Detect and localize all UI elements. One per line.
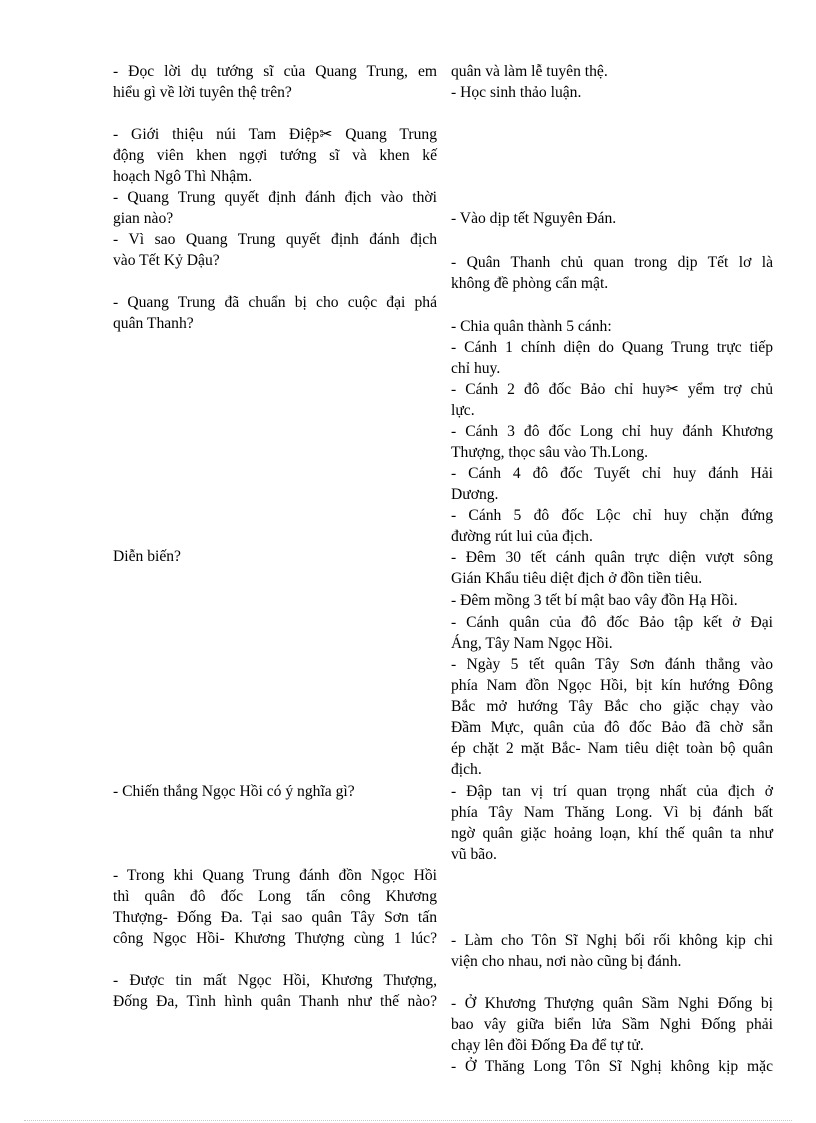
text-line: ép chặt 2 mặt Bắc- Nam tiêu diệt toàn bộ quân — [451, 740, 773, 757]
text-line: đường rút lui của địch. — [451, 528, 593, 545]
text-line: - Đêm 30 tết cánh quân trực diện vượt sông — [451, 549, 773, 566]
text-line: bao vây giữa biển lửa Sầm Nghi Đống phải — [451, 1016, 773, 1033]
text-line: - Vào dịp tết Nguyên Đán. — [451, 210, 617, 227]
text-line: - Ở Khương Thượng quân Sầm Nghi Đống bị — [451, 995, 773, 1012]
text-line: - Vì sao Quang Trung quyết định đánh địch — [113, 231, 437, 248]
text-line: ngờ quân giặc hoảng loạn, khí thế quân ta như — [451, 825, 773, 842]
text-line: động viên khen ngợi tướng sĩ và khen kế — [113, 147, 437, 164]
text-line: Thượng, thọc sâu vào Th.Long. — [451, 444, 649, 461]
text-line: thì quân đô đốc Long tấn công Khương — [113, 888, 437, 905]
text-line: - Đọc lời dụ tướng sĩ của Quang Trung, em — [113, 63, 437, 80]
text-line: - Giới thiệu núi Tam Điệp✂ Quang Trung — [113, 126, 437, 143]
text-line: - Cánh 3 đô đốc Long chỉ huy đánh Khương — [451, 423, 773, 440]
text-line: - Quân Thanh chủ quan trong dịp Tết lơ là — [451, 254, 773, 271]
text-line: Gián Khẩu tiêu diệt địch ở đồn tiền tiêu. — [451, 570, 703, 587]
text-line: quân và làm lễ tuyên thệ. — [451, 63, 608, 80]
text-line: viện cho nhau, nơi nào cũng bị đánh. — [451, 953, 682, 970]
page-bottom-divider — [24, 1120, 792, 1121]
answer-column — [451, 0, 773, 1123]
text-line: Thượng- Đống Đa. Tại sao quân Tây Sơn tấn — [113, 909, 437, 926]
question-column — [113, 0, 437, 1123]
text-line: không đề phòng cẩn mật. — [451, 275, 609, 292]
text-line: - Trong khi Quang Trung đánh đồn Ngọc Hồi — [113, 867, 437, 884]
text-line: - Ở Thăng Long Tôn Sĩ Nghị không kịp mặc — [451, 1058, 773, 1075]
text-line: phía Nam đồn Ngọc Hồi, bịt kín hướng Đông — [451, 677, 773, 694]
text-line: vào Tết Kỷ Dậu? — [113, 252, 220, 269]
text-line: - Được tin mất Ngọc Hồi, Khương Thượng, — [113, 972, 437, 989]
text-line: chỉ huy. — [451, 360, 501, 377]
text-line: hiểu gì về lời tuyên thệ trên? — [113, 84, 292, 101]
text-line: quân Thanh? — [113, 315, 194, 332]
text-line: Đống Đa, Tình hình quân Thanh như thế nào? — [113, 993, 437, 1010]
text-line: - Đập tan vị trí quan trọng nhất của địch ở — [451, 783, 773, 800]
text-line: - Cánh quân của đô đốc Bảo tập kết ở Đại — [451, 614, 773, 631]
text-line: gian nào? — [113, 210, 174, 227]
text-line: - Cánh 1 chính diện do Quang Trung trực tiếp — [451, 339, 773, 356]
text-line: lực. — [451, 402, 475, 419]
text-line: - Cánh 5 đô đốc Lộc chỉ huy chặn đứng — [451, 507, 773, 524]
text-line: - Quang Trung đã chuẩn bị cho cuộc đại phá — [113, 294, 437, 311]
text-line: chạy lên đồi Đống Đa để tự tử. — [451, 1037, 644, 1054]
text-line: - Quang Trung quyết định đánh địch vào thời — [113, 189, 437, 206]
text-line: Diễn biến? — [113, 548, 181, 565]
text-line: - Chia quân thành 5 cánh: — [451, 318, 612, 335]
text-line: - Cánh 4 đô đốc Tuyết chỉ huy đánh Hải — [451, 465, 773, 482]
text-line: Bắc mở hướng Tây Bắc cho giặc chạy vào — [451, 698, 773, 715]
text-line: - Cánh 2 đô đốc Bảo chỉ huy✂ yểm trợ chủ — [451, 381, 773, 398]
text-line: phía Tây Nam Thăng Long. Vì bị đánh bất — [451, 804, 773, 821]
text-line: - Đêm mồng 3 tết bí mật bao vây đồn Hạ Hồi. — [451, 592, 738, 609]
text-line: - Làm cho Tôn Sĩ Nghị bối rối không kịp chi — [451, 932, 773, 949]
text-line: - Chiến thắng Ngọc Hồi có ý nghĩa gì? — [113, 783, 355, 800]
text-line: Dương. — [451, 486, 499, 503]
text-line: - Học sinh thảo luận. — [451, 84, 582, 101]
text-line: địch. — [451, 761, 482, 778]
text-line: Áng, Tây Nam Ngọc Hồi. — [451, 635, 613, 652]
text-line: công Ngọc Hồi- Khương Thượng cùng 1 lúc? — [113, 930, 437, 947]
text-line: hoạch Ngô Thì Nhậm. — [113, 168, 253, 185]
text-line: Đầm Mực, quân của đô đốc Bảo đã chờ sẵn — [451, 719, 773, 736]
text-line: vũ bão. — [451, 846, 497, 863]
text-line: - Ngày 5 tết quân Tây Sơn đánh thẳng vào — [451, 656, 773, 673]
